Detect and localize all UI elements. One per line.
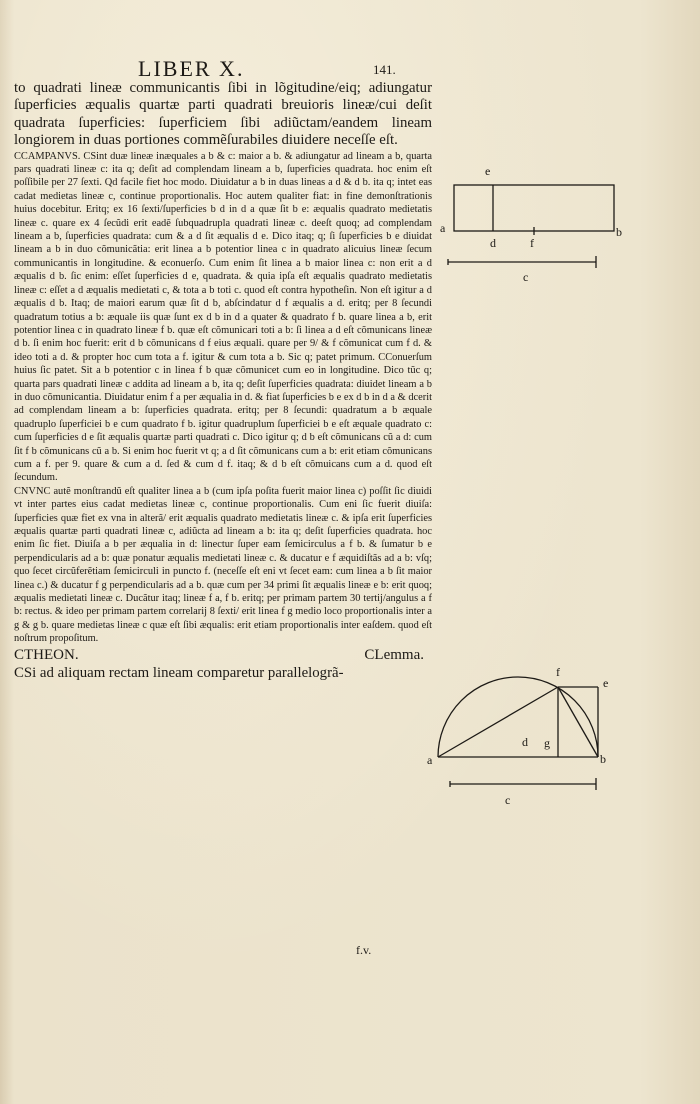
signature-mark: f.v. [356, 943, 372, 957]
campanus-commentary: CCAMPANVS. CSint duæ lineæ inæquales a b & c: maior a b. & adiungatur ad lineam a b, quarta pars quadrati lineæ c: ita q; deſit ad complendam lineam a b, ſuperficies quadrata. hoc enim eſt poſſibile per 27 ſexti. Qd facile fiet hoc modo. Diuidatur a b in duas lineas a d & d b. ita q; intet eas cadat medietas lineæ c, continue proportionalis. Hoc autem qualiter fiat: in fine demonſtrationis huius docebitur. Eritq; ex 16 ſexti/ſuperficies b d in d a quæ ſit b e: æqualis quadrato medietatis lineæ c. quare ex 4 ſecũdi erit eadẽ ſubquadrupla quadrati lineæ c. deeſt quoq; ad complendam lineam a b, ſuperficies quadrata: cum & a d ſit æqualis d e. Dico itaq; q; ſi ſuperficies b e diuidat lineam a b in duo cõmunicãtia: erit linea a b potentior linea c in quadrato alicuius lineæ ſecum communicantis in longitudine. & econuerſo. Cum enim ſit linea a b maior linea c: non erit a d æqualis d b. ſic enim: eſſet ſuperficies d e, quadrata. & quia ipſa eſt æqualis quadrato medietatis lineæ c: eſſet a d æqualis medietati c, & tota a b toti c. quod eſt contra hypotheſin. Non eſt igitur a d æqualis d b. Itaq; de maiori earum quæ ſit d b, abſcindatur d f æqualis a d. eritq; per 8 ſecundi quadratum totius a b: æquale iis quæ ſunt ex d b in d a quater & quadrato f b. quare linea a b, erit potentior linea c in quadrato lineæ f b. quæ eſt cõmunicari toti a b: ſi linea a d eſt cõmunicans lineæ d b. ſi enim hoc fuerit: erit d b cõmunicans d f eius æquali. quare per 9/ & f cõmunicat cum f d. & ideo toti a d. & propter hoc cum tota a f. igitur & cum tota a b. Sic q; patet primum. CConuerſum huius ſic patet. Sit a b potentior c in linea f b quæ cõmunicet cum eo in longitudine. Dico tũc q; quarta pars quadrati lineæ c addita ad lineam a b, ita q; deſit ſuperficies quadrata: diuidet lineam a b in duo cõmunicantia. Diuidatur enim f a per æqualia in d. & fiat ſuperficies b e ex d b in d a & dcerit ad complendam lineam a b: ſuperficies quadrata. eritq; per 8 ſecundi: quadratum a b æquale quadruplo ſuperficiei b e cum quadrato f b. igitur quadruplum ſuperficiei b e eſt æquale quadrato c: cum ſuperficies d e ſit æqualis quartæ parti quadrati c. Dico igitur q; d b eſt cõmunicans cũ a d: cum ſit f b cõmunicans cũ a b. Si enim hoc fuerit vt q; a d ſit cõmunicans cum a b: erit etiam cõmunicans cum a f. per 9. quare & cum a d. ſed & cum d f. itaq; & d b eſt cõmuicans cum a d. quod eſt ſecundum. [14, 150, 432, 484]
lemma-text: CSi ad aliquam rectam lineam comparetur parallelogrã- [14, 664, 344, 681]
theon-heading: CTHEON. [14, 646, 79, 663]
label-g: g [544, 736, 550, 750]
label-a: a [427, 753, 433, 767]
label-c: c [523, 270, 529, 284]
figure-semicircle-diagram [426, 660, 626, 810]
label-f: f [530, 236, 534, 250]
construction-paragraph: CNVNC autẽ monſtrandũ eſt qualiter linea a b (cum ipſa poſita fuerit maior linea c) poſſit ſic diuidi vt inter partes eius cadat medietas lineæ c, continue proportionalis. Cum eni ſic fuerit diuiſa: ſuperficies quæ fiet ex vna in alterã/ erit æqualis quadrato medietatis lineæ c. & ipſa erit ſuperficies æqualis quartæ parti quadrati lineæ c, adiũcta ad lineam a b: ita q; deſit ſuperficies quadrata. hoc enim ſic fiet. Diuiſa a b per æqualia in d: linectur ſuper eam ſemicirculus a f b. & ſumatur b e perpendicularis ad a b: quæ ponatur æqualis medietati lineæ c. & ducatur e f æquidiſtãs ad a b: vſq; quo ſecet circũferẽtiam ſemicirculi in puncto f. (neceſſe eſt eni vt ſecet eam: cum linea a b ſit maior linea c.) & ducatur f g perpendicularis ad a b. quæ cum per 34 primi ſit æqualis lineæ e b: erit quoq; æqualis medietati lineæ c. Ducãtur itaq; lineæ f a, f b. eritq; per primam partem 30 tertij/angulus a f b: rectus. & ideo per primam partem correlarij 8 ſexti/ erit linea f g medio loco proportionalis inter a g & g b. quare medietas lineæ c quæ eſt ſibi æqualis: erit etiam proportionalis inter eaſdem. quod eſt noſtrum propoſitum. [14, 485, 432, 645]
label-d: d [522, 735, 528, 749]
label-e: e [603, 676, 609, 690]
figure-rectangle-diagram [438, 160, 628, 285]
line-fb [558, 687, 598, 757]
proposition-text: to quadrati lineæ communicantis ſibi in lõgitudine/eiq; adiungatur ſuperficies æqualis quartæ parti quadrati breuioris lineæ/cui deſit quadrata ſuperficies: ſuperficiem ſibi adiũctam/eandem lineam longiorem in duas portiones commẽſurabiles diuidere neceſſe eſt. [14, 80, 432, 149]
label-a: a [440, 221, 446, 235]
semicircle-afb [438, 677, 598, 757]
label-f: f [556, 665, 560, 679]
label-d: d [490, 236, 496, 250]
main-text [14, 80, 432, 682]
label-b: b [600, 752, 606, 766]
label-c: c [505, 793, 511, 807]
line-fa [438, 687, 558, 757]
rectangle-be [454, 185, 614, 231]
lemma-heading: CLemma. [364, 646, 424, 663]
label-b: b [616, 225, 622, 239]
label-e: e [485, 164, 491, 178]
section-titles [14, 646, 432, 664]
folio-number: 141. [373, 62, 396, 77]
running-head: LIBER X. [138, 56, 245, 81]
